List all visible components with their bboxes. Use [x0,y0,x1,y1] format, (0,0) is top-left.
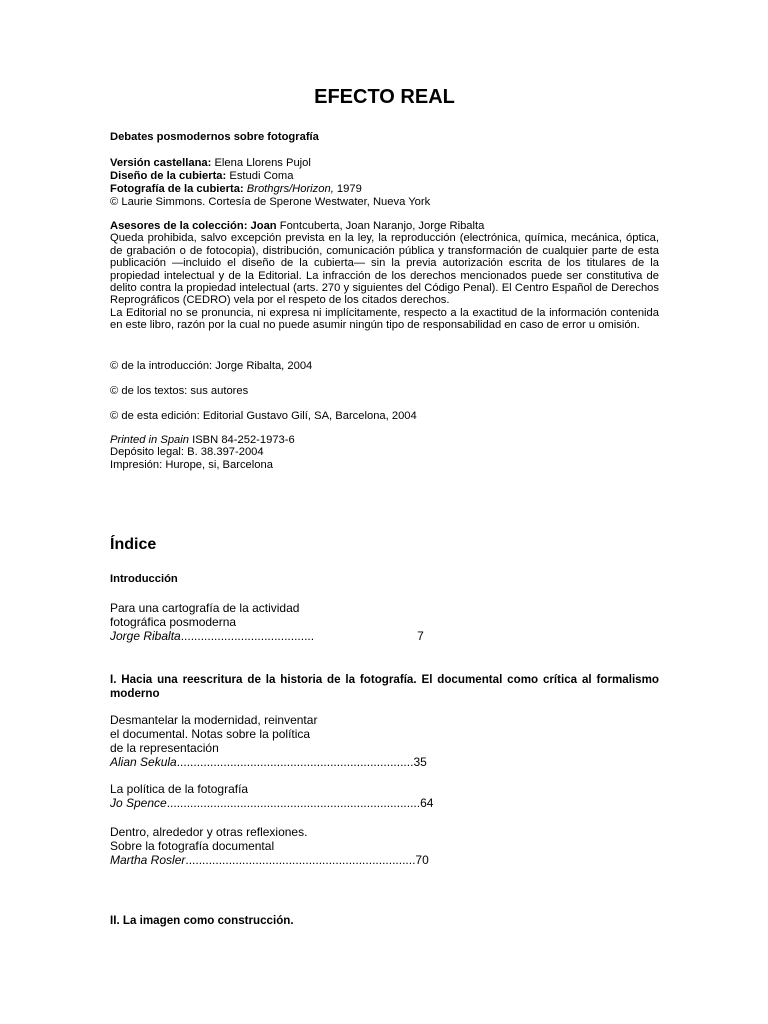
printer-info: Impresión: Hurope, si, Barcelona [110,458,273,471]
copyright-edition: © de esta edición: Editorial Gustavo Gilí, SA, Barcelona, 2004 [110,410,417,422]
index-entry [110,825,470,867]
entry-author: Alian Sekula [110,755,177,769]
index-entry [110,713,470,769]
entry-title-line: La política de la fotografía [110,782,249,796]
entry-author: Jo Spence [110,796,167,810]
legal-paragraph-disclaimer: La Editorial no se pronuncia, ni expresa ni implícitamente, respecto a la exactitud de la información contenida en este libro, razón por la cual no puede asumir ningún tipo de responsabilidad en caso de error u omisión. [110,306,659,332]
entry-title-line: fotográfica posmoderna [110,615,237,629]
entry-author-line [110,629,470,643]
credit-photo-copyright: © Laurie Simmons. Cortesía de Sperone Westwater, Nueva York [110,196,431,208]
index-title: Índice [110,536,157,553]
entry-author-line [110,755,470,769]
section-heading-2: II. La imagen como construcción. [110,914,294,927]
book-title: EFECTO REAL [314,86,455,108]
entry-title-line: Dentro, alrededor y otras reflexiones. [110,825,308,839]
legal-paragraph-rights: Queda prohibida, salvo excepción prevista en la ley, la reproducción (electrónica, química, mecánica, óptica, de grabación o de fotocopia), distribución, comunicación pública y transformación de cualquier parte de esta publicación —incluido el diseño de la cubierta— sin la previa autorización escrita de los titulares de la propiedad intelectual y de la Editorial. La infracción de los derechos mencionados puede ser constitutiva de delito contra la propiedad intelectual (arts. 270 y siguientes del Código Penal). El Centro Español de Derechos Reprográficos (CEDRO) vela por el respeto de los citados derechos. [110,232,659,307]
credits-block [110,157,430,209]
entry-title-line: el documental. Notas sobre la política [110,727,311,741]
entry-author: Martha Rosler [110,853,186,867]
entry-title-line: Para una cartografía de la actividad [110,601,300,615]
index-entry [110,782,470,810]
legal-block [110,220,659,332]
entry-author-line [110,796,470,810]
entry-leader-dots: ........................................ [180,629,315,643]
copyright-texts: © de los textos: sus autores [110,385,249,397]
credit-cover-photo: Fotografía de la cubierta: Brothgrs/Horizon, 1979 [110,183,362,195]
section-heading-1: I. Hacia una reescritura de la historia de la fotografía. El documental como crítica al formalismo moderno [110,673,659,700]
entry-page-number: 70 [415,853,429,867]
entry-page-number: 35 [413,755,427,769]
printed-isbn-line: Printed in Spain ISBN 84-252-1973-6 [110,434,295,446]
book-subtitle: Debates posmodernos sobre fotografía [110,131,319,143]
entry-title-line: Desmantelar la modernidad, reinventar [110,713,318,727]
index-entry [110,601,470,643]
entry-title-line: Sobre la fotografía documental [110,839,275,853]
entry-title-line: de la representación [110,741,219,755]
entry-page-number: 7 [417,629,424,643]
entry-author-line [110,853,470,867]
entry-page-number: 64 [420,796,434,810]
copyright-introduction: © de la introducción: Jorge Ribalta, 2004 [110,360,313,372]
printing-info [110,434,295,471]
entry-leader-dots: ..................................................................... [185,853,416,867]
entry-author: Jorge Ribalta [110,629,181,643]
legal-deposit: Depósito legal: B. 38.397-2004 [110,446,264,459]
index-intro-heading: Introducción [110,573,178,585]
credit-translation: Versión castellana: Elena Llorens Pujol [110,157,311,169]
entry-leader-dots: ............................................................................ [166,796,421,810]
credit-cover-design: Diseño de la cubierta: Estudi Coma [110,170,294,182]
entry-leader-dots: ....................................................................... [176,755,414,769]
advisors-line: Asesores de la colección: Joan Fontcuberta, Joan Naranjo, Jorge Ribalta [110,220,485,232]
